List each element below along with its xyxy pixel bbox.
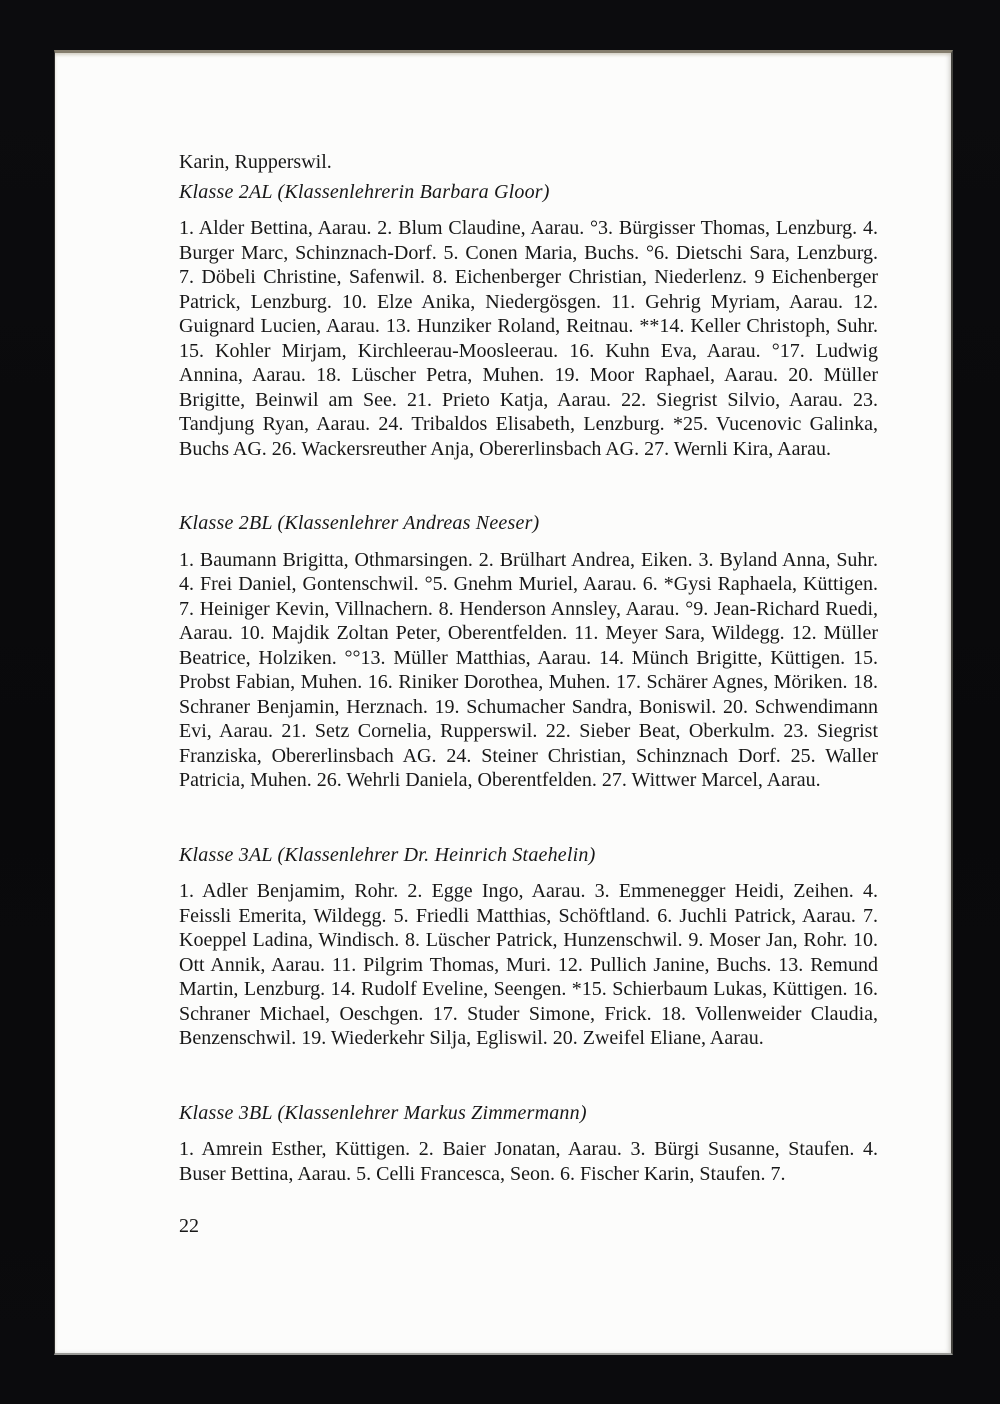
class-section-3bl xyxy=(179,1101,878,1187)
section-heading-3al: Klasse 3AL (Klassenlehrer Dr. Heinrich Staehelin) xyxy=(179,843,596,866)
section-heading-2al: Klasse 2AL (Klassenlehrerin Barbara Gloor) xyxy=(179,180,550,203)
page-content xyxy=(55,53,951,1239)
section-heading-3bl: Klasse 3BL (Klassenlehrer Markus Zimmermann) xyxy=(179,1101,587,1124)
section-body-2bl: 1. Baumann Brigitta, Othmarsingen. 2. Brülhart Andrea, Eiken. 3. Byland Anna, Suhr. 4. Frei Daniel, Gontenschwil. °5. Gnehm Muriel, Aarau. 6. *Gysi Raphaela, Küttigen. 7. Heiniger Kevin, Villnachern. 8. Henderson Annsley, Aarau. °9. Jean-Richard Ruedi, Aarau. 10. Majdik Zoltan Peter, Oberentfelden. 11. Meyer Sara, Wildegg. 12. Müller Beatrice, Holziken. °°13. Müller Matthias, Aarau. 14. Münch Brigitte, Küttigen. 15. Probst Fabian, Muhen. 16. Riniker Dorothea, Muhen. 17. Schärer Agnes, Möriken. 18. Schraner Benjamin, Herznach. 19. Schumacher Sandra, Boniswil. 20. Schwendimann Evi, Aarau. 21. Setz Cornelia, Rupperswil. 22. Sieber Beat, Oberkulm. 23. Siegrist Franziska, Obererlinsbach AG. 24. Steiner Christian, Schinznach Dorf. 25. Waller Patricia, Muhen. 26. Wehrli Daniela, Oberentfelden. 27. Wittwer Marcel, Aarau. xyxy=(179,548,878,791)
continuation-line: Karin, Rupperswil. xyxy=(179,151,332,173)
section-body-3al: 1. Adler Benjamim, Rohr. 2. Egge Ingo, Aarau. 3. Emmenegger Heidi, Zeihen. 4. Feissli Emerita, Wildegg. 5. Friedli Matthias, Schöftland. 6. Juchli Patrick, Aarau. 7. Koeppel Ladina, Windisch. 8. Lüscher Patrick, Hunzenschwil. 9. Moser Jan, Rohr. 10. Ott Annik, Aarau. 11. Pilgrim Thomas, Muri. 12. Pullich Janine, Buchs. 13. Remund Martin, Lenzburg. 14. Rudolf Eveline, Seengen. *15. Schierbaum Lukas, Küttigen. 16. Schraner Michael, Oeschgen. 17. Studer Simone, Frick. 18. Vollenweider Claudia, Benzenschwil. 19. Wiederkehr Silja, Egliswil. 20. Zweifel Eliane, Aarau. xyxy=(179,880,878,1049)
section-body-2al: 1. Alder Bettina, Aarau. 2. Blum Claudine, Aarau. °3. Bürgisser Thomas, Lenzburg. 4. Burger Marc, Schinznach-Dorf. 5. Conen Maria, Buchs. °6. Dietschi Sara, Lenzburg. 7. Döbeli Christine, Safenwil. 8. Eichenberger Christian, Niederlenz. 9 Eichenberger Patrick, Lenzburg. 10. Elze Anika, Niedergösgen. 11. Gehrig Myriam, Aarau. 12. Guignard Lucien, Aarau. 13. Hunziker Roland, Reitnau. **14. Keller Christoph, Suhr. 15. Kohler Mirjam, Kirchleerau-Moosleerau. 16. Kuhn Eva, Aarau. °17. Ludwig Annina, Aarau. 18. Lüscher Petra, Muhen. 19. Moor Raphael, Aarau. 20. Müller Brigitte, Beinwil am See. 21. Prieto Katja, Aarau. 22. Siegrist Silvio, Aarau. 23. Tandjung Ryan, Aarau. 24. Tribaldos Elisabeth, Lenzburg. *25. Vucenovic Galinka, Buchs AG. 26. Wackersreuther Anja, Obererlinsbach AG. 27. Wernli Kira, Aarau. xyxy=(179,217,878,460)
class-section-2bl xyxy=(179,511,878,793)
class-section-2al xyxy=(179,180,878,462)
section-heading-2bl: Klasse 2BL (Klassenlehrer Andreas Neeser) xyxy=(179,512,540,534)
scanned-page xyxy=(54,50,953,1355)
section-body-3bl: 1. Amrein Esther, Küttigen. 2. Baier Jonatan, Aarau. 3. Bürgi Susanne, Staufen. 4. Buser Bettina, Aarau. 5. Celli Francesca, Seon. 6. Fischer Karin, Staufen. 7. xyxy=(179,1138,878,1185)
page-number: 22 xyxy=(179,1215,199,1237)
class-section-3al xyxy=(179,843,878,1051)
